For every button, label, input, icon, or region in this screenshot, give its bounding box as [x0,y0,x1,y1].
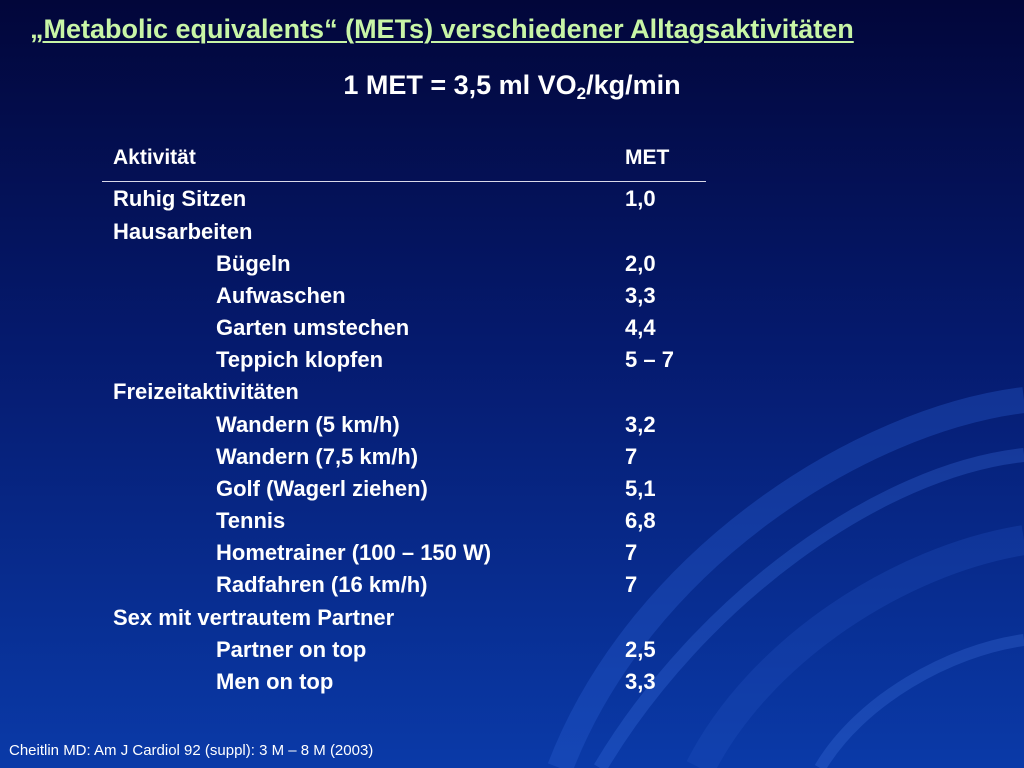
activity-cell: Men on top [216,669,334,694]
activity-cell: Freizeitaktivitäten [113,379,299,404]
met-cell: 7 [625,444,638,469]
table-row [0,667,1024,697]
table-row-category [0,603,1024,633]
met-cell: 2,0 [625,251,656,276]
activity-cell: Ruhig Sitzen [113,186,247,211]
table-row-category [0,217,1024,247]
met-cell: 6,8 [625,508,656,533]
table-row [0,281,1024,311]
activity-cell: Radfahren (16 km/h) [216,572,428,597]
citation: Cheitlin MD: Am J Cardiol 92 (suppl): 3 M – 8 M (2003) [9,742,374,759]
header-met: MET [625,146,670,169]
activity-cell: Sex mit vertrautem Partner [113,605,395,630]
table-row [0,410,1024,440]
activity-cell: Wandern (5 km/h) [216,412,400,437]
activity-cell: Partner on top [216,637,367,662]
table-row [0,538,1024,568]
met-cell: 3,3 [625,283,656,308]
activity-cell: Aufwaschen [216,283,346,308]
activity-cell: Bügeln [216,251,291,276]
table-row [0,474,1024,504]
activity-cell: Golf (Wagerl ziehen) [216,476,428,501]
table-row [0,345,1024,375]
met-cell: 2,5 [625,637,656,662]
met-cell: 1,0 [625,186,656,211]
met-cell: 3,3 [625,669,656,694]
activity-cell: Hometrainer (100 – 150 W) [216,540,492,565]
met-cell: 5 – 7 [625,347,674,372]
met-definition-subscript: 2 [576,84,587,103]
activity-cell: Garten umstechen [216,315,410,340]
activity-cell: Wandern (7,5 km/h) [216,444,419,469]
met-definition-prefix: 1 MET = 3,5 ml VO [343,70,577,100]
activity-cell: Tennis [216,508,286,533]
met-cell: 7 [625,540,638,565]
table-row [0,249,1024,279]
activity-cell: Teppich klopfen [216,347,384,372]
met-cell: 4,4 [625,315,656,340]
table-row [0,570,1024,600]
activity-cell: Hausarbeiten [113,219,253,244]
table-row [0,313,1024,343]
met-cell: 7 [625,572,638,597]
header-activity: Aktivität [113,146,196,169]
met-definition-suffix: /kg/min [586,70,681,100]
table-row-category [0,377,1024,407]
met-cell: 3,2 [625,412,656,437]
slide-title: „Metabolic equivalents“ (METs) verschiedener Alltagsaktivitäten [30,14,854,44]
table-row [0,442,1024,472]
table-row [0,184,1024,214]
met-cell: 5,1 [625,476,656,501]
table-row [0,506,1024,536]
table-row [0,635,1024,665]
header-divider [102,181,706,182]
table-header-row [0,143,1024,173]
